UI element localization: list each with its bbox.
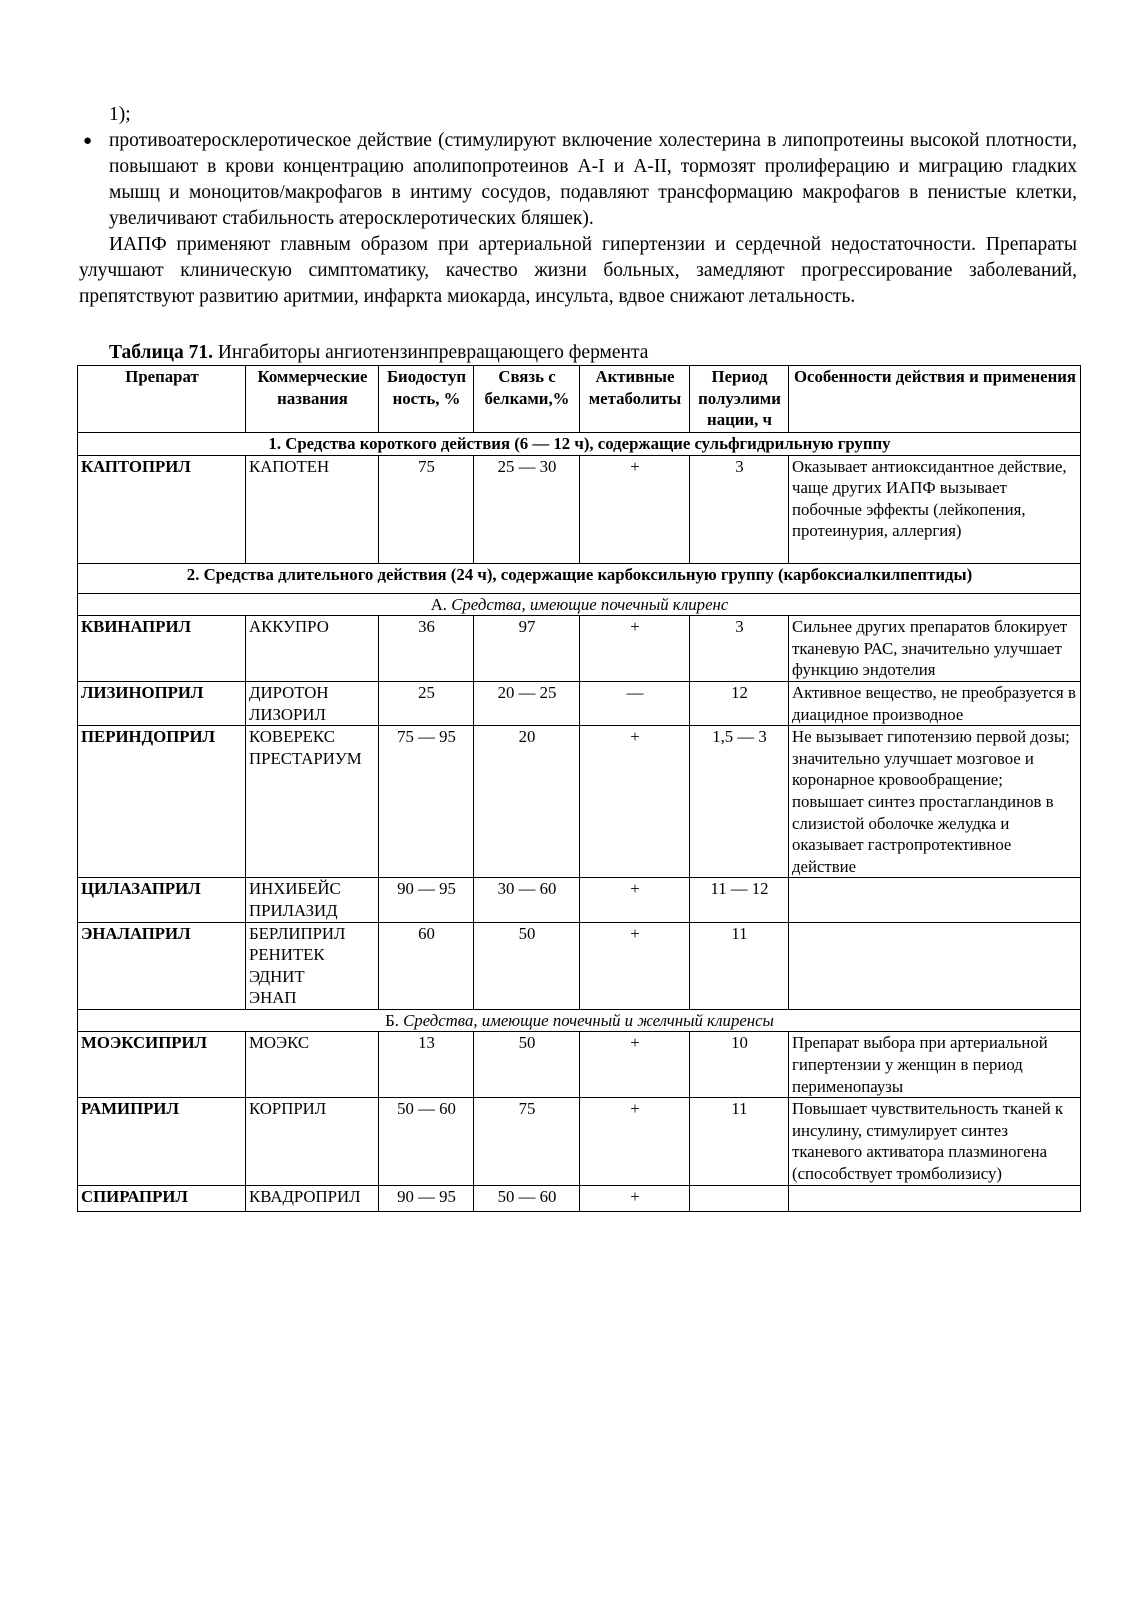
active-metabolites-cell: + <box>580 922 690 1009</box>
table-row <box>78 455 1081 563</box>
table-row <box>78 922 1081 1009</box>
notes-cell <box>789 878 1081 922</box>
trade-name: МОЭКС <box>249 1033 310 1053</box>
notes-cell: Активное вещество, не преобразуется в диацидное производное <box>789 681 1081 725</box>
protein-binding-cell: 97 <box>474 616 580 682</box>
bullet-dot-icon: ● <box>83 133 93 149</box>
notes-cell: Повышает чувствительность тканей к инсулину, стимулирует синтез тканевого активатора плазминогена (способствует тромболизису) <box>789 1098 1081 1185</box>
notes-cell: Не вызывает гипотензию первой дозы; значительно улучшает мозговое и коронарное кровообращение; повышает синтез простагландинов в слизистой оболочке желудка и оказывает гастропротективное действие <box>789 726 1081 878</box>
subsection-a-letter: А. <box>430 594 448 614</box>
notes-cell <box>789 1185 1081 1211</box>
active-metabolites-cell: + <box>580 726 690 878</box>
active-metabolites-cell: + <box>580 616 690 682</box>
active-metabolites-cell: — <box>580 681 690 725</box>
half-life-cell: 3 <box>690 455 789 563</box>
trade-names-cell <box>246 681 379 725</box>
half-life-cell: 11 <box>690 922 789 1009</box>
table-row <box>78 616 1081 682</box>
bioavailability-cell: 90 — 95 <box>379 878 474 922</box>
header-protein-binding: Связь с белками,% <box>474 366 580 433</box>
table-row <box>78 726 1081 878</box>
table-header-row <box>78 366 1081 433</box>
subsection-b <box>78 1009 1081 1032</box>
bioavailability-cell: 75 — 95 <box>379 726 474 878</box>
drug-name-cell: МОЭКСИПРИЛ <box>78 1032 246 1098</box>
protein-binding-cell: 75 <box>474 1098 580 1185</box>
notes-cell: Оказывает антиоксидантное действие, чаще других ИАПФ вызывает побочные эффекты (лейкопения, протеинурия, аллергия) <box>789 455 1081 563</box>
half-life-cell: 10 <box>690 1032 789 1098</box>
active-metabolites-cell: + <box>580 455 690 563</box>
trade-names-cell <box>246 726 379 878</box>
subsection-a <box>78 593 1081 616</box>
trade-names-cell <box>246 1098 379 1185</box>
active-metabolites-cell: + <box>580 1185 690 1211</box>
drug-name-cell: ПЕРИНДОПРИЛ <box>78 726 246 878</box>
section-row <box>78 433 1081 456</box>
subsection-b-text: Средства, имеющие почечный и желчный клиренсы <box>403 1010 774 1030</box>
trade-name: ИНХИБЕЙС <box>249 879 341 899</box>
trade-name: РЕНИТЕК <box>249 945 325 965</box>
table-row <box>78 1098 1081 1185</box>
notes-cell: Сильнее других препаратов блокирует тканевую РАС, значительно улучшает функцию эндотелия <box>789 616 1081 682</box>
protein-binding-cell: 50 <box>474 1032 580 1098</box>
bioavailability-cell: 50 — 60 <box>379 1098 474 1185</box>
trade-name: ЭДНИТ <box>249 966 305 986</box>
trade-name: КВАДРОПРИЛ <box>249 1186 361 1206</box>
table-row <box>78 681 1081 725</box>
trade-names-cell <box>246 616 379 682</box>
half-life-cell: 3 <box>690 616 789 682</box>
trade-names-cell <box>246 455 379 563</box>
header-drug: Препарат <box>78 366 246 433</box>
half-life-cell: 12 <box>690 681 789 725</box>
table-caption <box>79 341 1077 365</box>
trade-names-cell <box>246 878 379 922</box>
table-caption-label: Таблица 71. <box>109 342 213 363</box>
drug-name-cell: РАМИПРИЛ <box>78 1098 246 1185</box>
bioavailability-cell: 60 <box>379 922 474 1009</box>
table-row <box>78 1185 1081 1211</box>
drug-name-cell: КВИНАПРИЛ <box>78 616 246 682</box>
protein-binding-cell: 50 <box>474 922 580 1009</box>
drug-name-cell: ЦИЛАЗАПРИЛ <box>78 878 246 922</box>
drug-name-cell: ЛИЗИНОПРИЛ <box>78 681 246 725</box>
trade-name: ЛИЗОРИЛ <box>249 704 326 724</box>
active-metabolites-cell: + <box>580 1098 690 1185</box>
subsection-row <box>78 1009 1081 1032</box>
notes-cell: Препарат выбора при артериальной гипертензии у женщин в период перименопаузы <box>789 1032 1081 1098</box>
section-2: 2. Средства длительного действия (24 ч), содержащие карбоксильную группу (карбоксиалкилпептиды) <box>78 563 1081 593</box>
protein-binding-cell: 30 — 60 <box>474 878 580 922</box>
trade-name: ПРЕСТАРИУМ <box>249 748 362 768</box>
bullet-item <box>79 128 1077 232</box>
protein-binding-cell: 25 — 30 <box>474 455 580 563</box>
trade-names-cell <box>246 1185 379 1211</box>
bioavailability-cell: 36 <box>379 616 474 682</box>
trade-name: КАПОТЕН <box>249 456 330 476</box>
table-caption-title: Ингабиторы ангиотензинпревращающего фермента <box>217 342 649 363</box>
bioavailability-cell: 25 <box>379 681 474 725</box>
trade-names-cell <box>246 1032 379 1098</box>
half-life-cell <box>690 1185 789 1211</box>
table-row <box>78 878 1081 922</box>
subsection-b-letter: Б. <box>385 1010 399 1030</box>
header-names: Коммерческие названия <box>246 366 379 433</box>
trade-name: ДИРОТОН <box>249 682 329 702</box>
bioavailability-cell: 75 <box>379 455 474 563</box>
trade-name: КОРПРИЛ <box>249 1099 327 1119</box>
header-half-life: Период полуэлими нации, ч <box>690 366 789 433</box>
bioavailability-cell: 13 <box>379 1032 474 1098</box>
protein-binding-cell: 20 <box>474 726 580 878</box>
header-bioavailability: Биодоступ ность, % <box>379 366 474 433</box>
trade-name: ПРИЛАЗИД <box>249 900 338 920</box>
protein-binding-cell: 20 — 25 <box>474 681 580 725</box>
half-life-cell: 1,5 — 3 <box>690 726 789 878</box>
half-life-cell: 11 — 12 <box>690 878 789 922</box>
drug-name-cell: КАПТОПРИЛ <box>78 455 246 563</box>
subsection-row <box>78 593 1081 616</box>
trade-name: АККУПРО <box>249 617 329 637</box>
continued-line: 1); <box>109 104 131 125</box>
drug-name-cell: СПИРАПРИЛ <box>78 1185 246 1211</box>
header-metabolites: Активные метаболиты <box>580 366 690 433</box>
bioavailability-cell: 90 — 95 <box>379 1185 474 1211</box>
trade-name: ЭНАП <box>249 988 297 1008</box>
notes-cell <box>789 922 1081 1009</box>
active-metabolites-cell: + <box>580 1032 690 1098</box>
subsection-a-text: Средства, имеющие почечный клиренс <box>451 594 729 614</box>
drug-name-cell: ЭНАЛАПРИЛ <box>78 922 246 1009</box>
section-row <box>78 563 1081 593</box>
active-metabolites-cell: + <box>580 878 690 922</box>
trade-names-cell <box>246 922 379 1009</box>
header-notes: Особенности действия и применения <box>789 366 1081 433</box>
protein-binding-cell: 50 — 60 <box>474 1185 580 1211</box>
section-1: 1. Средства короткого действия (6 — 12 ч), содержащие сульфгидрильную группу <box>78 433 1081 456</box>
bullet-text: противоатеросклеротическое действие (стимулируют включение холестерина в липопротеины высокой плотности, повышают в крови концентрацию аполипопротеинов А-I и А-II, тормозят пролиферацию и миграцию гладких мышц и моноцитов/макрофагов в интиму сосудов, подавляют трансформацию макрофагов в пенистые клетки, увеличивают стабильность атеросклеротических бляшек). <box>109 130 1077 229</box>
trade-name: КОВЕРЕКС <box>249 727 335 747</box>
trade-name: БЕРЛИПРИЛ <box>249 923 346 943</box>
body-paragraph: ИАПФ применяют главным образом при артериальной гипертензии и сердечной недостаточности. Препараты улучшают клиническую симптоматику, качество жизни больных, замедляют прогрессирование заболеваний, препятствуют развитию аритмии, инфаркта миокарда, инсульта, вдвое снижают летальность. <box>79 234 1077 307</box>
table-row <box>78 1032 1081 1098</box>
half-life-cell: 11 <box>690 1098 789 1185</box>
ace-inhibitors-table <box>77 365 1081 1212</box>
document-page <box>79 102 1077 1212</box>
